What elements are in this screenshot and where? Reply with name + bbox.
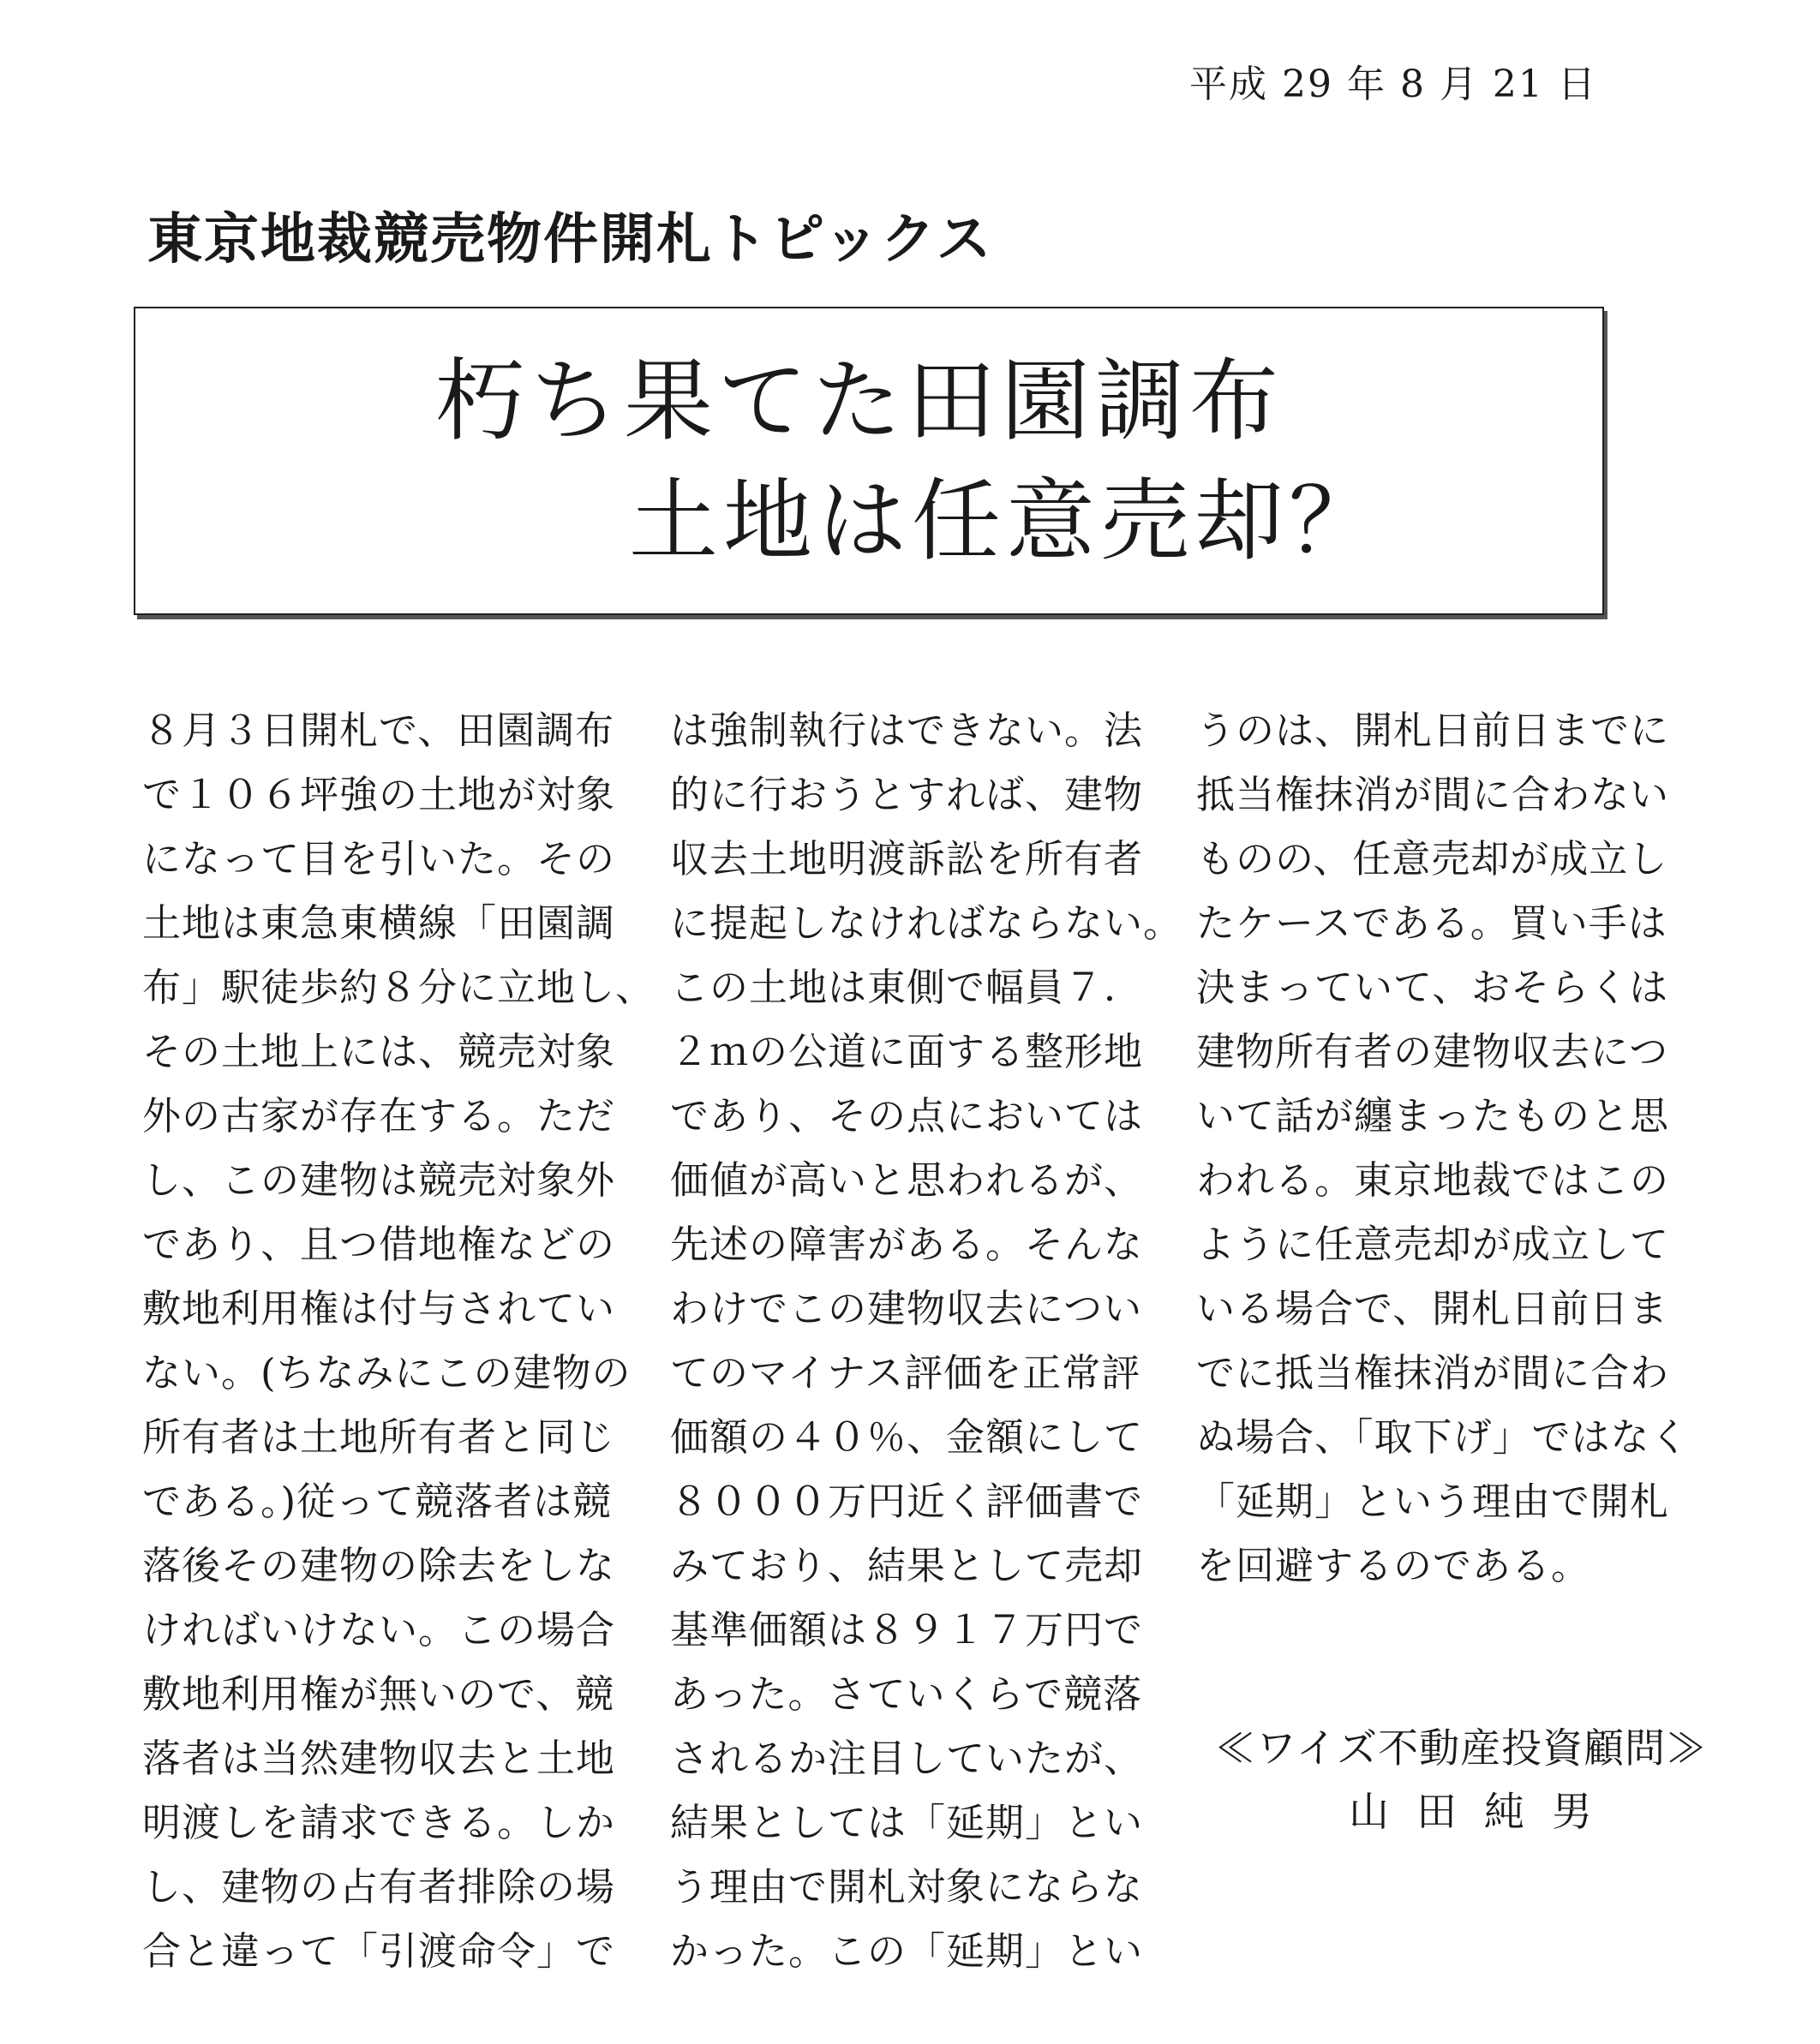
author-organization: ≪ワイズ不動産投資顧問≫ bbox=[1215, 1725, 1708, 1772]
article-line: し、この建物は競売対象外 bbox=[142, 1157, 616, 1203]
article-line: ない。(ちなみにこの建物の bbox=[142, 1350, 632, 1396]
article-line: ものの、任意売却が成立し bbox=[1196, 836, 1668, 882]
publication-date: 平成 29 年 8 月 21 日 bbox=[1189, 63, 1597, 106]
article-line: である。)従って競落者は競 bbox=[142, 1479, 613, 1524]
article-line: ように任意売却が成立して bbox=[1196, 1222, 1670, 1267]
article-line: を回避するのである。 bbox=[1196, 1543, 1591, 1588]
article-line: ぬ場合、「取下げ」ではなく bbox=[1196, 1414, 1690, 1460]
signature bbox=[1215, 1718, 1707, 1844]
article-line: 明渡しを請求できる。しか bbox=[142, 1800, 616, 1845]
article-line: 抵当権抹消が間に合わない bbox=[1196, 772, 1670, 817]
article-line: みており、結果として売却 bbox=[670, 1543, 1144, 1588]
article-line: てのマイナス評価を正常評 bbox=[670, 1350, 1141, 1396]
article-line: たケースである。買い手は bbox=[1196, 900, 1667, 946]
article-line: 所有者は土地所有者と同じ bbox=[142, 1414, 616, 1460]
article-line: 敷地利用権が無いので、競 bbox=[142, 1671, 615, 1717]
article-line: あった。さていくらで競落 bbox=[670, 1671, 1143, 1717]
article-column-2 bbox=[670, 698, 1182, 1983]
headline-line-2: 土地は任意売却？ bbox=[629, 469, 1384, 573]
article-line: 基準価額は８９１７万円で bbox=[670, 1607, 1144, 1653]
article-line: いて話が纏まったものと思 bbox=[1196, 1093, 1670, 1139]
article-line: ２ｍの公道に面する整形地 bbox=[670, 1029, 1144, 1074]
article-line: 価額の４０％、金額にして bbox=[670, 1414, 1144, 1460]
article-line: 落者は当然建物収去と土地 bbox=[142, 1736, 616, 1781]
article-line: 敷地利用権は付与されてい bbox=[142, 1286, 616, 1331]
article-line: その土地上には、競売対象 bbox=[142, 1029, 616, 1074]
article-line: し、建物の占有者排除の場 bbox=[142, 1864, 616, 1910]
article-column-3 bbox=[1196, 698, 1690, 1598]
headline-box bbox=[134, 307, 1604, 615]
article-line: で１０６坪強の土地が対象 bbox=[142, 772, 616, 817]
article-line: うのは、開札日前日までに bbox=[1196, 708, 1670, 753]
article-line: になって目を引いた。その bbox=[142, 836, 616, 882]
author-name: 山田純男 bbox=[1349, 1789, 1619, 1836]
article-line: かった。この「延期」とい bbox=[670, 1928, 1144, 1974]
article-line: 外の古家が存在する。ただ bbox=[142, 1093, 616, 1139]
article-line: であり、その点においては bbox=[670, 1093, 1144, 1139]
article-line: 価値が高いと思われるが、 bbox=[670, 1157, 1144, 1203]
article-line: であり、且つ借地権などの bbox=[142, 1222, 616, 1267]
article-line: この土地は東側で幅員７． bbox=[670, 965, 1144, 1010]
article-line: 布」駅徒歩約８分に立地し、 bbox=[142, 965, 656, 1010]
article-line: う理由で開札対象にならな bbox=[670, 1864, 1144, 1910]
article-line: 落後その建物の除去をしな bbox=[142, 1543, 616, 1588]
article-line: 建物所有者の建物収去につ bbox=[1196, 1029, 1669, 1074]
article-line: ８０００万円近く評価書で bbox=[670, 1479, 1144, 1524]
article-line: 土地は東急東横線「田園調 bbox=[142, 900, 616, 946]
section-title: 東京地裁競売物件開札トピックス bbox=[147, 208, 993, 272]
article-line: 的に行おうとすれば、建物 bbox=[670, 772, 1144, 817]
headline-line-1: 朽ち果てた田園調布 bbox=[435, 349, 1284, 453]
article-line: 合と違って「引渡命令」で bbox=[142, 1928, 616, 1974]
article-line: 決まっていて、おそらくは bbox=[1196, 965, 1669, 1010]
article-column-1 bbox=[142, 698, 655, 1983]
article-line: に提起しなければならない。 bbox=[670, 900, 1183, 946]
article-line: 結果としては「延期」とい bbox=[670, 1800, 1144, 1845]
article-line: いる場合で、開札日前日ま bbox=[1196, 1286, 1669, 1331]
article-line: ければいけない。この場合 bbox=[142, 1607, 616, 1653]
article-line: されるか注目していたが、 bbox=[670, 1736, 1144, 1781]
article-line: でに抵当権抹消が間に合わ bbox=[1196, 1350, 1670, 1396]
article-line: わけでこの建物収去につい bbox=[670, 1286, 1143, 1331]
article-line: ８月３日開札で、田園調布 bbox=[142, 708, 615, 753]
article-line: 先述の障害がある。そんな bbox=[670, 1222, 1144, 1267]
article-line: 「延期」という理由で開札 bbox=[1196, 1479, 1670, 1524]
article-line: 収去土地明渡訴訟を所有者 bbox=[670, 836, 1144, 882]
article-line: は強制執行はできない。法 bbox=[670, 708, 1144, 753]
article-line: われる。東京地裁ではこの bbox=[1196, 1157, 1670, 1203]
